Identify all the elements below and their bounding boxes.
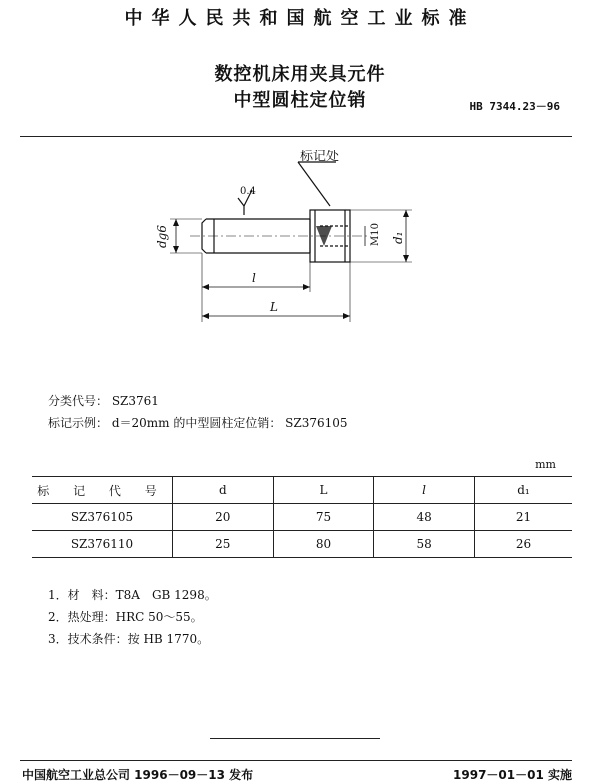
technical-drawing <box>140 150 440 335</box>
cell-d1: 21 <box>474 504 572 531</box>
cell-d: 20 <box>173 504 274 531</box>
col-header-d: d <box>173 477 274 504</box>
unit-label: mm <box>535 458 556 471</box>
note-material: 1．材 料：T8A GB 1298。 <box>48 588 217 602</box>
doc-title-line1: 数控机床用夹具元件 <box>214 64 386 85</box>
cell-d: 25 <box>173 531 274 558</box>
dim-l-label: l <box>252 271 256 285</box>
roughness-value: 0.4 <box>240 186 256 197</box>
marking-example: 标记示例： d＝20mm 的中型圆柱定位销： SZ376105 <box>48 416 348 430</box>
end-line <box>210 738 380 739</box>
cell-d1: 26 <box>474 531 572 558</box>
footer-rule <box>20 760 572 761</box>
col-header-d1: d₁ <box>474 477 572 504</box>
cell-code: SZ376110 <box>32 531 173 558</box>
top-rule <box>20 136 572 137</box>
standard-code: HB 7344.23－96 <box>469 100 560 113</box>
col-header-l: l <box>374 477 475 504</box>
cell-l: 58 <box>374 531 475 558</box>
dim-thread-label: M10 <box>370 223 381 246</box>
dim-d-label: dg6 <box>155 225 169 248</box>
cell-code: SZ376105 <box>32 504 173 531</box>
classification-code: 分类代号： SZ3761 <box>48 394 159 408</box>
note-technical-conditions: 3．技术条件：按 HB 1770。 <box>48 632 210 646</box>
table-row <box>32 504 572 531</box>
mark-leader <box>298 162 330 206</box>
table-header-row <box>32 477 572 504</box>
effective-date: 1997－01－01 实施 <box>453 768 572 782</box>
dim-d1-label: d₁ <box>391 231 405 244</box>
spec-table <box>32 476 572 558</box>
standard-header: 中华人民共和国航空工业标准 <box>124 8 476 29</box>
mark-label: 标记处 <box>300 150 340 164</box>
table-row <box>32 531 572 558</box>
col-header-L: L <box>273 477 374 504</box>
doc-title-line2: 中型圆柱定位销 <box>233 90 367 111</box>
cell-L: 75 <box>273 504 374 531</box>
cell-l: 48 <box>374 504 475 531</box>
cell-L: 80 <box>273 531 374 558</box>
dim-L-label: L <box>270 300 278 314</box>
col-header-code: 标 记 代 号 <box>32 477 173 504</box>
issue-date: 中国航空工业总公司 1996－09－13 发布 <box>22 768 254 782</box>
note-heat-treatment: 2．热处理：HRC 50～55。 <box>48 610 203 624</box>
